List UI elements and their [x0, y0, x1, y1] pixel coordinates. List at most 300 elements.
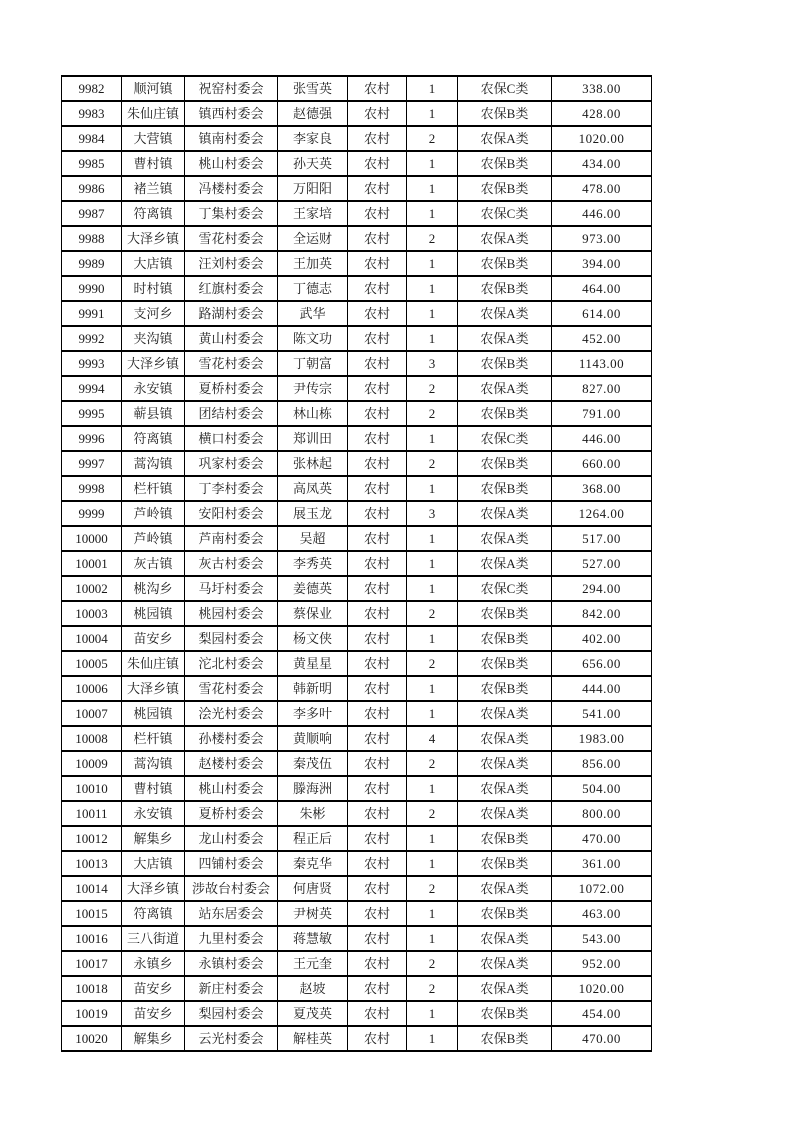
person-name-cell: 张林起	[278, 451, 348, 476]
row-id-cell: 9993	[62, 351, 122, 376]
table-row	[62, 951, 652, 976]
amount-cell: 543.00	[552, 926, 652, 951]
row-id-cell: 9987	[62, 201, 122, 226]
person-name-cell: 李秀英	[278, 551, 348, 576]
residence-type-cell: 农村	[348, 426, 407, 451]
row-id-cell: 9990	[62, 276, 122, 301]
person-name-cell: 解桂英	[278, 1026, 348, 1051]
residence-type-cell: 农村	[348, 251, 407, 276]
insurance-class-cell: 农保A类	[458, 701, 552, 726]
town-cell: 芦岭镇	[122, 526, 185, 551]
town-cell: 大泽乡镇	[122, 226, 185, 251]
insurance-class-cell: 农保B类	[458, 476, 552, 501]
row-id-cell: 9999	[62, 501, 122, 526]
row-id-cell: 10015	[62, 901, 122, 926]
person-count-cell: 3	[407, 351, 458, 376]
village-committee-cell: 四铺村委会	[185, 851, 278, 876]
insurance-class-cell: 农保A类	[458, 951, 552, 976]
table-row	[62, 501, 652, 526]
person-name-cell: 赵德强	[278, 101, 348, 126]
person-count-cell: 1	[407, 701, 458, 726]
person-count-cell: 2	[407, 951, 458, 976]
residence-type-cell: 农村	[348, 776, 407, 801]
town-cell: 大泽乡镇	[122, 676, 185, 701]
amount-cell: 791.00	[552, 401, 652, 426]
person-count-cell: 4	[407, 726, 458, 751]
row-id-cell: 10009	[62, 751, 122, 776]
village-committee-cell: 桃山村委会	[185, 776, 278, 801]
town-cell: 桃园镇	[122, 601, 185, 626]
table-row	[62, 626, 652, 651]
insurance-class-cell: 农保B类	[458, 351, 552, 376]
table-row	[62, 651, 652, 676]
person-count-cell: 1	[407, 576, 458, 601]
amount-cell: 1020.00	[552, 126, 652, 151]
village-committee-cell: 祝窑村委会	[185, 76, 278, 101]
row-id-cell: 10004	[62, 626, 122, 651]
amount-cell: 656.00	[552, 651, 652, 676]
insurance-class-cell: 农保A类	[458, 551, 552, 576]
person-count-cell: 1	[407, 151, 458, 176]
insurance-class-cell: 农保B类	[458, 626, 552, 651]
person-name-cell: 杨文侠	[278, 626, 348, 651]
row-id-cell: 10016	[62, 926, 122, 951]
residence-type-cell: 农村	[348, 551, 407, 576]
row-id-cell: 10006	[62, 676, 122, 701]
person-count-cell: 2	[407, 401, 458, 426]
row-id-cell: 10020	[62, 1026, 122, 1051]
amount-cell: 361.00	[552, 851, 652, 876]
insurance-class-cell: 农保B类	[458, 1001, 552, 1026]
person-name-cell: 丁朝富	[278, 351, 348, 376]
row-id-cell: 10017	[62, 951, 122, 976]
village-committee-cell: 站东居委会	[185, 901, 278, 926]
residence-type-cell: 农村	[348, 326, 407, 351]
insurance-class-cell: 农保B类	[458, 651, 552, 676]
person-count-cell: 1	[407, 101, 458, 126]
amount-cell: 464.00	[552, 276, 652, 301]
residence-type-cell: 农村	[348, 501, 407, 526]
row-id-cell: 10000	[62, 526, 122, 551]
person-count-cell: 3	[407, 501, 458, 526]
village-committee-cell: 涉故台村委会	[185, 876, 278, 901]
row-id-cell: 9989	[62, 251, 122, 276]
town-cell: 灰古镇	[122, 551, 185, 576]
person-count-cell: 2	[407, 976, 458, 1001]
insurance-class-cell: 农保A类	[458, 751, 552, 776]
village-committee-cell: 孙楼村委会	[185, 726, 278, 751]
residence-type-cell: 农村	[348, 701, 407, 726]
amount-cell: 444.00	[552, 676, 652, 701]
amount-cell: 800.00	[552, 801, 652, 826]
person-count-cell: 2	[407, 751, 458, 776]
person-count-cell: 1	[407, 551, 458, 576]
table-row	[62, 551, 652, 576]
person-count-cell: 2	[407, 801, 458, 826]
person-name-cell: 赵坡	[278, 976, 348, 1001]
town-cell: 符离镇	[122, 426, 185, 451]
residence-type-cell: 农村	[348, 601, 407, 626]
person-name-cell: 黄星星	[278, 651, 348, 676]
town-cell: 朱仙庄镇	[122, 651, 185, 676]
person-name-cell: 王元奎	[278, 951, 348, 976]
town-cell: 大营镇	[122, 126, 185, 151]
row-id-cell: 10010	[62, 776, 122, 801]
row-id-cell: 9986	[62, 176, 122, 201]
town-cell: 蕲县镇	[122, 401, 185, 426]
person-name-cell: 林山栋	[278, 401, 348, 426]
row-id-cell: 9984	[62, 126, 122, 151]
person-name-cell: 王家培	[278, 201, 348, 226]
town-cell: 苗安乡	[122, 1001, 185, 1026]
person-count-cell: 1	[407, 926, 458, 951]
table-row	[62, 976, 652, 1001]
village-committee-cell: 雪花村委会	[185, 676, 278, 701]
person-name-cell: 全运财	[278, 226, 348, 251]
person-count-cell: 2	[407, 876, 458, 901]
insurance-class-cell: 农保A类	[458, 776, 552, 801]
table-row	[62, 301, 652, 326]
insurance-class-cell: 农保C类	[458, 576, 552, 601]
amount-cell: 856.00	[552, 751, 652, 776]
amount-cell: 478.00	[552, 176, 652, 201]
row-id-cell: 9998	[62, 476, 122, 501]
residence-type-cell: 农村	[348, 526, 407, 551]
row-id-cell: 10014	[62, 876, 122, 901]
town-cell: 解集乡	[122, 826, 185, 851]
residence-type-cell: 农村	[348, 301, 407, 326]
residence-type-cell: 农村	[348, 101, 407, 126]
residence-type-cell: 农村	[348, 451, 407, 476]
village-committee-cell: 龙山村委会	[185, 826, 278, 851]
person-count-cell: 2	[407, 601, 458, 626]
residence-type-cell: 农村	[348, 876, 407, 901]
row-id-cell: 10019	[62, 1001, 122, 1026]
residence-type-cell: 农村	[348, 201, 407, 226]
row-id-cell: 9982	[62, 76, 122, 101]
table-row	[62, 251, 652, 276]
village-committee-cell: 汪刘村委会	[185, 251, 278, 276]
amount-cell: 368.00	[552, 476, 652, 501]
village-committee-cell: 雪花村委会	[185, 351, 278, 376]
residence-type-cell: 农村	[348, 976, 407, 1001]
village-committee-cell: 桃园村委会	[185, 601, 278, 626]
row-id-cell: 9995	[62, 401, 122, 426]
row-id-cell: 10012	[62, 826, 122, 851]
residence-type-cell: 农村	[348, 226, 407, 251]
table-row	[62, 126, 652, 151]
table-row	[62, 351, 652, 376]
table-row	[62, 701, 652, 726]
village-committee-cell: 路湖村委会	[185, 301, 278, 326]
table-row	[62, 101, 652, 126]
town-cell: 苗安乡	[122, 626, 185, 651]
table-row	[62, 676, 652, 701]
residence-type-cell: 农村	[348, 76, 407, 101]
person-count-cell: 1	[407, 851, 458, 876]
table-row	[62, 1001, 652, 1026]
row-id-cell: 9991	[62, 301, 122, 326]
town-cell: 大店镇	[122, 851, 185, 876]
amount-cell: 428.00	[552, 101, 652, 126]
town-cell: 芦岭镇	[122, 501, 185, 526]
town-cell: 栏杆镇	[122, 476, 185, 501]
amount-cell: 402.00	[552, 626, 652, 651]
residence-type-cell: 农村	[348, 476, 407, 501]
village-committee-cell: 灰古村委会	[185, 551, 278, 576]
row-id-cell: 10011	[62, 801, 122, 826]
residence-type-cell: 农村	[348, 751, 407, 776]
person-count-cell: 1	[407, 426, 458, 451]
amount-cell: 1143.00	[552, 351, 652, 376]
amount-cell: 470.00	[552, 826, 652, 851]
person-count-cell: 1	[407, 826, 458, 851]
person-name-cell: 何唐贤	[278, 876, 348, 901]
person-count-cell: 1	[407, 776, 458, 801]
village-committee-cell: 巩家村委会	[185, 451, 278, 476]
person-name-cell: 万阳阳	[278, 176, 348, 201]
village-committee-cell: 丁李村委会	[185, 476, 278, 501]
table-row	[62, 176, 652, 201]
table-row	[62, 151, 652, 176]
village-committee-cell: 镇西村委会	[185, 101, 278, 126]
town-cell: 桃园镇	[122, 701, 185, 726]
residence-type-cell: 农村	[348, 276, 407, 301]
table-row	[62, 926, 652, 951]
village-committee-cell: 夏桥村委会	[185, 801, 278, 826]
village-committee-cell: 红旗村委会	[185, 276, 278, 301]
person-count-cell: 1	[407, 276, 458, 301]
village-committee-cell: 梨园村委会	[185, 1001, 278, 1026]
insurance-class-cell: 农保B类	[458, 601, 552, 626]
amount-cell: 973.00	[552, 226, 652, 251]
village-committee-cell: 夏桥村委会	[185, 376, 278, 401]
insurance-class-cell: 农保B类	[458, 251, 552, 276]
table-row	[62, 851, 652, 876]
insurance-class-cell: 农保A类	[458, 301, 552, 326]
amount-cell: 842.00	[552, 601, 652, 626]
amount-cell: 434.00	[552, 151, 652, 176]
residence-type-cell: 农村	[348, 826, 407, 851]
insurance-class-cell: 农保B类	[458, 101, 552, 126]
residence-type-cell: 农村	[348, 401, 407, 426]
village-committee-cell: 新庄村委会	[185, 976, 278, 1001]
row-id-cell: 9997	[62, 451, 122, 476]
amount-cell: 527.00	[552, 551, 652, 576]
village-committee-cell: 镇南村委会	[185, 126, 278, 151]
amount-cell: 517.00	[552, 526, 652, 551]
table-row	[62, 476, 652, 501]
insurance-class-cell: 农保A类	[458, 326, 552, 351]
residence-type-cell: 农村	[348, 801, 407, 826]
insurance-class-cell: 农保B类	[458, 176, 552, 201]
row-id-cell: 9988	[62, 226, 122, 251]
town-cell: 褚兰镇	[122, 176, 185, 201]
village-committee-cell: 芦南村委会	[185, 526, 278, 551]
residence-type-cell: 农村	[348, 576, 407, 601]
person-name-cell: 姜德英	[278, 576, 348, 601]
person-name-cell: 秦克华	[278, 851, 348, 876]
town-cell: 符离镇	[122, 201, 185, 226]
person-count-cell: 1	[407, 526, 458, 551]
town-cell: 蒿沟镇	[122, 751, 185, 776]
person-count-cell: 1	[407, 176, 458, 201]
row-id-cell: 10005	[62, 651, 122, 676]
person-name-cell: 蒋慧敏	[278, 926, 348, 951]
residence-type-cell: 农村	[348, 376, 407, 401]
amount-cell: 660.00	[552, 451, 652, 476]
person-count-cell: 1	[407, 626, 458, 651]
town-cell: 永镇乡	[122, 951, 185, 976]
amount-cell: 452.00	[552, 326, 652, 351]
town-cell: 符离镇	[122, 901, 185, 926]
amount-cell: 446.00	[552, 426, 652, 451]
town-cell: 永安镇	[122, 376, 185, 401]
residence-type-cell: 农村	[348, 951, 407, 976]
person-name-cell: 丁德志	[278, 276, 348, 301]
town-cell: 蒿沟镇	[122, 451, 185, 476]
amount-cell: 504.00	[552, 776, 652, 801]
insurance-class-cell: 农保B类	[458, 901, 552, 926]
table-row	[62, 801, 652, 826]
amount-cell: 1264.00	[552, 501, 652, 526]
person-name-cell: 陈文功	[278, 326, 348, 351]
village-committee-cell: 丁集村委会	[185, 201, 278, 226]
insurance-class-cell: 农保A类	[458, 376, 552, 401]
residence-type-cell: 农村	[348, 1001, 407, 1026]
village-committee-cell: 桃山村委会	[185, 151, 278, 176]
row-id-cell: 9996	[62, 426, 122, 451]
row-id-cell: 10007	[62, 701, 122, 726]
table-row	[62, 451, 652, 476]
table-row	[62, 726, 652, 751]
table-row	[62, 276, 652, 301]
village-committee-cell: 梨园村委会	[185, 626, 278, 651]
table-row	[62, 1026, 652, 1051]
village-committee-cell: 浍光村委会	[185, 701, 278, 726]
town-cell: 大泽乡镇	[122, 876, 185, 901]
person-name-cell: 夏茂英	[278, 1001, 348, 1026]
town-cell: 苗安乡	[122, 976, 185, 1001]
town-cell: 时村镇	[122, 276, 185, 301]
town-cell: 曹村镇	[122, 151, 185, 176]
amount-cell: 446.00	[552, 201, 652, 226]
village-committee-cell: 横口村委会	[185, 426, 278, 451]
village-committee-cell: 团结村委会	[185, 401, 278, 426]
row-id-cell: 9985	[62, 151, 122, 176]
person-count-cell: 1	[407, 1026, 458, 1051]
row-id-cell: 10013	[62, 851, 122, 876]
amount-cell: 294.00	[552, 576, 652, 601]
amount-cell: 463.00	[552, 901, 652, 926]
person-count-cell: 2	[407, 451, 458, 476]
row-id-cell: 10018	[62, 976, 122, 1001]
person-name-cell: 秦茂伍	[278, 751, 348, 776]
insurance-class-cell: 农保B类	[458, 851, 552, 876]
amount-cell: 614.00	[552, 301, 652, 326]
town-cell: 大泽乡镇	[122, 351, 185, 376]
village-committee-cell: 黄山村委会	[185, 326, 278, 351]
insurance-class-cell: 农保A类	[458, 926, 552, 951]
village-committee-cell: 九里村委会	[185, 926, 278, 951]
row-id-cell: 9992	[62, 326, 122, 351]
row-id-cell: 10001	[62, 551, 122, 576]
insurance-class-cell: 农保C类	[458, 426, 552, 451]
person-name-cell: 尹传宗	[278, 376, 348, 401]
table-row	[62, 401, 652, 426]
town-cell: 曹村镇	[122, 776, 185, 801]
insurance-class-cell: 农保A类	[458, 526, 552, 551]
amount-cell: 394.00	[552, 251, 652, 276]
table-row	[62, 601, 652, 626]
amount-cell: 1072.00	[552, 876, 652, 901]
insurance-class-cell: 农保A类	[458, 126, 552, 151]
village-committee-cell: 赵楼村委会	[185, 751, 278, 776]
insurance-class-cell: 农保A类	[458, 976, 552, 1001]
person-name-cell: 孙天英	[278, 151, 348, 176]
table-row	[62, 576, 652, 601]
insurance-class-cell: 农保B类	[458, 151, 552, 176]
person-count-cell: 1	[407, 901, 458, 926]
table-row	[62, 901, 652, 926]
row-id-cell: 9994	[62, 376, 122, 401]
person-name-cell: 蔡保业	[278, 601, 348, 626]
insurance-class-cell: 农保C类	[458, 201, 552, 226]
person-name-cell: 王加英	[278, 251, 348, 276]
town-cell: 解集乡	[122, 1026, 185, 1051]
residence-type-cell: 农村	[348, 126, 407, 151]
amount-cell: 454.00	[552, 1001, 652, 1026]
person-name-cell: 武华	[278, 301, 348, 326]
residence-type-cell: 农村	[348, 926, 407, 951]
insurance-class-cell: 农保B类	[458, 676, 552, 701]
insurance-class-cell: 农保A类	[458, 801, 552, 826]
table-row	[62, 426, 652, 451]
residence-type-cell: 农村	[348, 176, 407, 201]
person-count-cell: 2	[407, 226, 458, 251]
amount-cell: 470.00	[552, 1026, 652, 1051]
insurance-records-table	[61, 75, 652, 1052]
person-name-cell: 黄顺响	[278, 726, 348, 751]
town-cell: 大店镇	[122, 251, 185, 276]
residence-type-cell: 农村	[348, 851, 407, 876]
person-name-cell: 张雪英	[278, 76, 348, 101]
residence-type-cell: 农村	[348, 1026, 407, 1051]
town-cell: 栏杆镇	[122, 726, 185, 751]
residence-type-cell: 农村	[348, 726, 407, 751]
insurance-class-cell: 农保A类	[458, 876, 552, 901]
person-count-cell: 2	[407, 651, 458, 676]
insurance-class-cell: 农保B类	[458, 451, 552, 476]
person-count-cell: 1	[407, 476, 458, 501]
residence-type-cell: 农村	[348, 651, 407, 676]
insurance-class-cell: 农保B类	[458, 826, 552, 851]
town-cell: 三八街道	[122, 926, 185, 951]
table-row	[62, 226, 652, 251]
village-committee-cell: 雪花村委会	[185, 226, 278, 251]
amount-cell: 952.00	[552, 951, 652, 976]
person-name-cell: 滕海洲	[278, 776, 348, 801]
amount-cell: 541.00	[552, 701, 652, 726]
village-committee-cell: 云光村委会	[185, 1026, 278, 1051]
person-count-cell: 1	[407, 76, 458, 101]
table-row	[62, 376, 652, 401]
person-name-cell: 尹树英	[278, 901, 348, 926]
person-count-cell: 1	[407, 676, 458, 701]
village-committee-cell: 冯楼村委会	[185, 176, 278, 201]
person-name-cell: 程正后	[278, 826, 348, 851]
amount-cell: 1983.00	[552, 726, 652, 751]
